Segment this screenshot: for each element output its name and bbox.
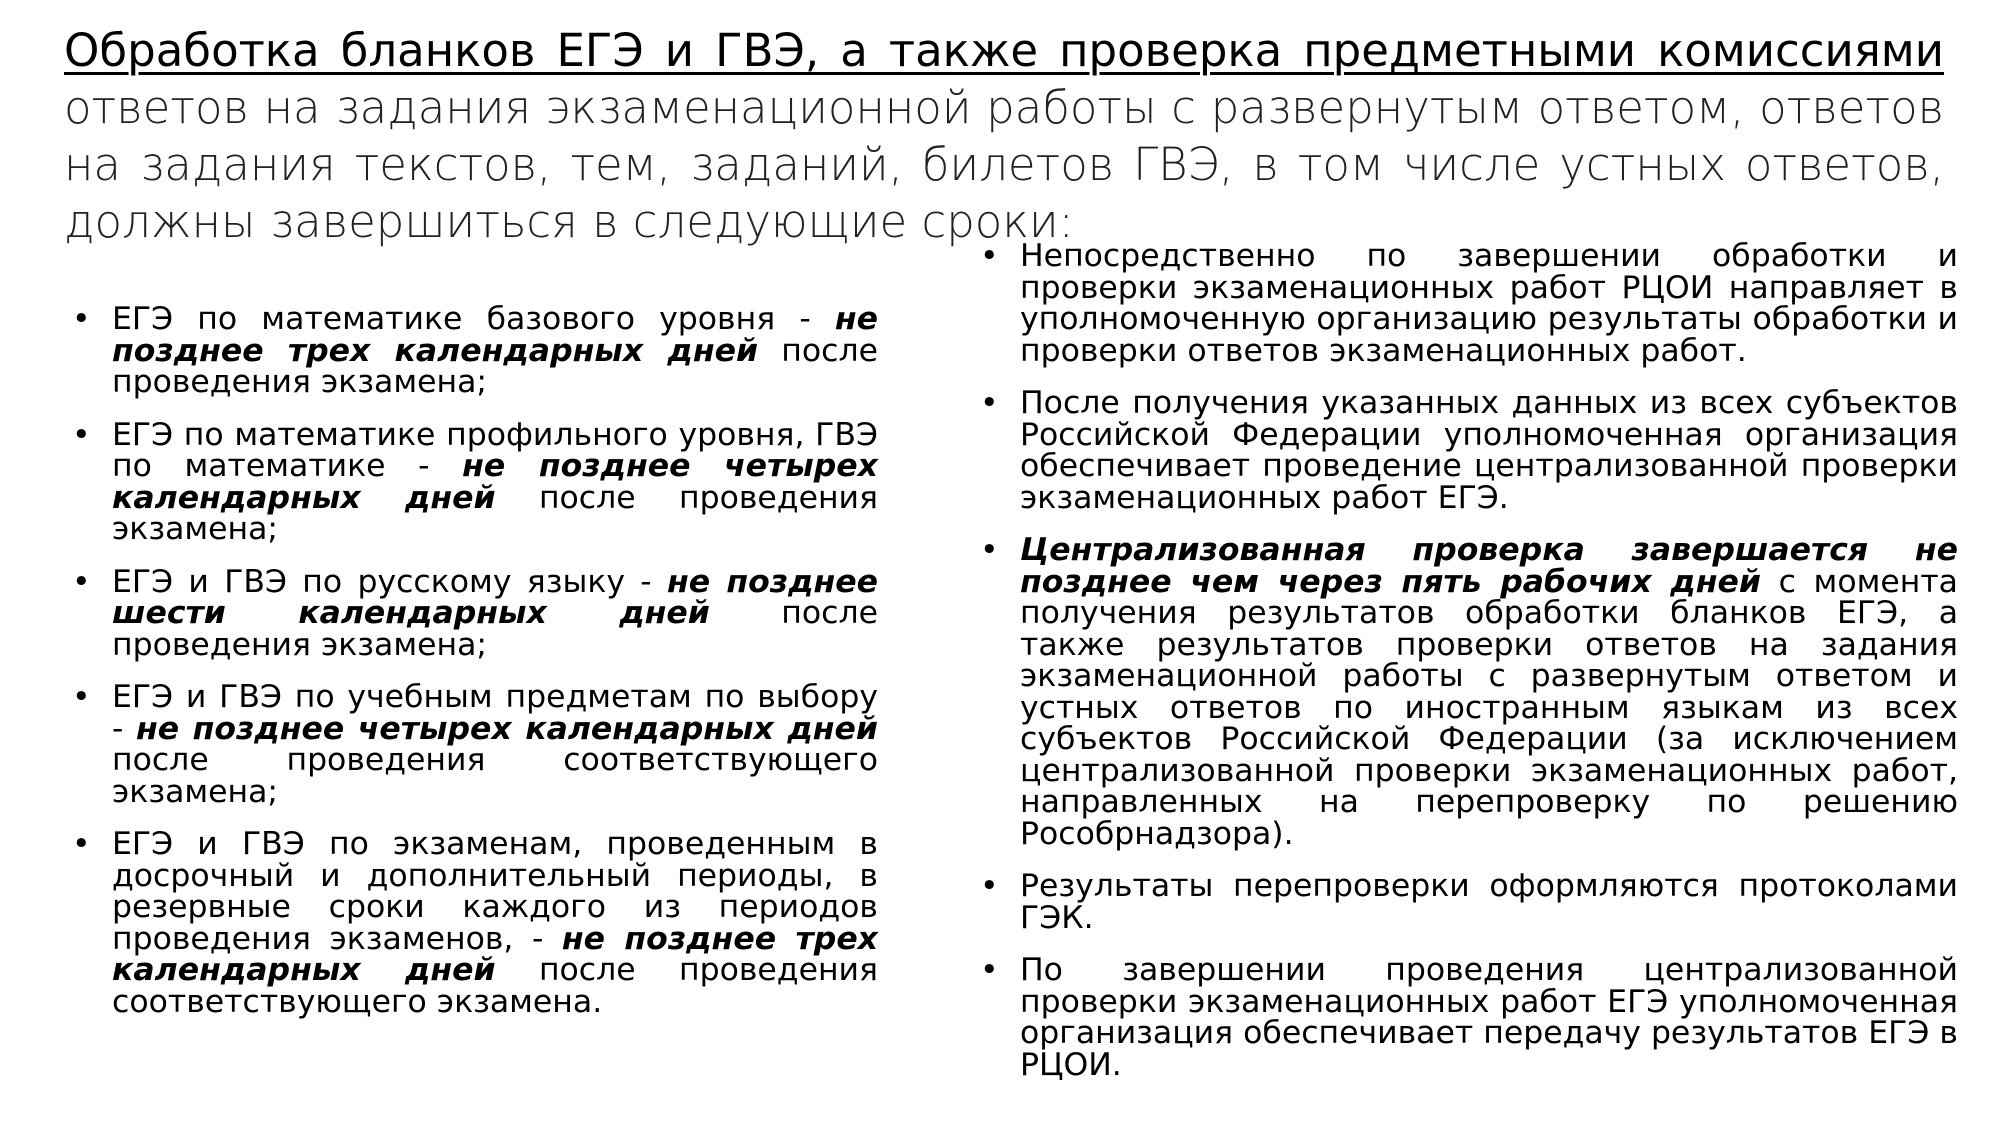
title-underlined: Обработка бланков ЕГЭ и ГВЭ, а также проверка предметными комиссиями [64, 24, 1944, 77]
list-item [974, 385, 1958, 516]
bullet-icon: • [72, 679, 91, 715]
right-procedure-list [974, 238, 1958, 1102]
item-text: Результаты перепроверки оформляются протоколами ГЭК. [1020, 868, 1958, 936]
left-deadline-list [66, 301, 879, 1039]
list-item [974, 238, 1958, 369]
item-highlight: Централизованная проверка завершается не позднее чем через пять рабочих дней [1020, 532, 1958, 600]
bullet-icon: • [72, 563, 91, 600]
item-text: ЕГЭ и ГВЭ по экзаменам, проведенным в досрочный и дополнительный периоды, в резервные сроки каждого из периодов проведения экзаменов, - [112, 826, 878, 957]
slide-title [64, 22, 1944, 250]
list-item [974, 868, 1958, 936]
item-text-end: после проведения соответствующего экзамена. [112, 952, 878, 1020]
item-text: ЕГЭ и ГВЭ по русскому языку - [112, 563, 667, 600]
item-text-end: с момента получения результатов обработки бланков ЕГЭ, а также результатов проверки ответов на задания экзаменационной работы с развернутым ответом и устных ответов по иностранным языкам из всех субъектов Российской Федерации (за исключением централизованной проверки экзаменационных работ, направленных на перепроверку по решению Рособрнадзора). [1020, 563, 1958, 852]
bullet-icon: • [980, 532, 999, 568]
bullet-icon: • [980, 385, 999, 421]
list-item [974, 532, 1958, 852]
item-text-end: после проведения экзамена; [112, 332, 878, 400]
title-rest: ответов на задания экзаменационной работы с развернутым ответом, ответов на задания текстов, тем, заданий, билетов ГВЭ, в том числе устных ответов, должны завершиться в следующие сроки: [64, 81, 1944, 248]
item-text: После получения указанных данных из всех субъектов Российской Федерации уполномоченная организация обеспечивает проведение централизованной проверки экзаменационных работ ЕГЭ. [1020, 385, 1958, 516]
item-text: ЕГЭ по математике профильного уровня, ГВЭ по математике - [112, 416, 878, 484]
item-deadline: не позднее трех календарных дней [112, 301, 878, 369]
item-deadline: не позднее четырех календарных дней [135, 710, 878, 747]
list-item [974, 952, 1958, 1083]
item-deadline: не позднее шести календарных дней [112, 563, 879, 631]
bullet-icon: • [980, 952, 999, 988]
item-text: ЕГЭ и ГВЭ по учебным предметам по выбору - [112, 679, 878, 747]
bullet-icon: • [980, 868, 999, 904]
item-text: ЕГЭ по математике базового уровня - [112, 301, 835, 337]
bullet-icon: • [72, 301, 91, 337]
list-item [66, 416, 878, 547]
bullet-icon: • [980, 238, 999, 274]
bullet-icon: • [72, 416, 91, 453]
item-text: По завершении проведения централизованной проверки экзаменационных работ ЕГЭ уполномоченная организация обеспечивает передачу результатов ЕГЭ в РЦОИ. [1020, 952, 1958, 1083]
item-text: Непосредственно по завершении обработки и проверки экзаменационных работ РЦОИ направляет в уполномоченную организацию результаты обработки и проверки ответов экзаменационных работ. [1020, 238, 1958, 369]
item-text-end: после проведения соответствующего экзамена; [112, 742, 878, 810]
item-text-end: после проведения экзамена; [112, 595, 878, 663]
list-item [66, 301, 878, 400]
bullet-icon: • [72, 826, 91, 862]
item-deadline: не позднее трех календарных дней [112, 920, 878, 988]
item-text-end: после проведения экзамена; [112, 479, 878, 547]
item-deadline: не позднее четырех календарных дней [112, 448, 878, 516]
list-item [66, 826, 878, 1020]
list-item [66, 679, 878, 810]
list-item [66, 563, 879, 663]
